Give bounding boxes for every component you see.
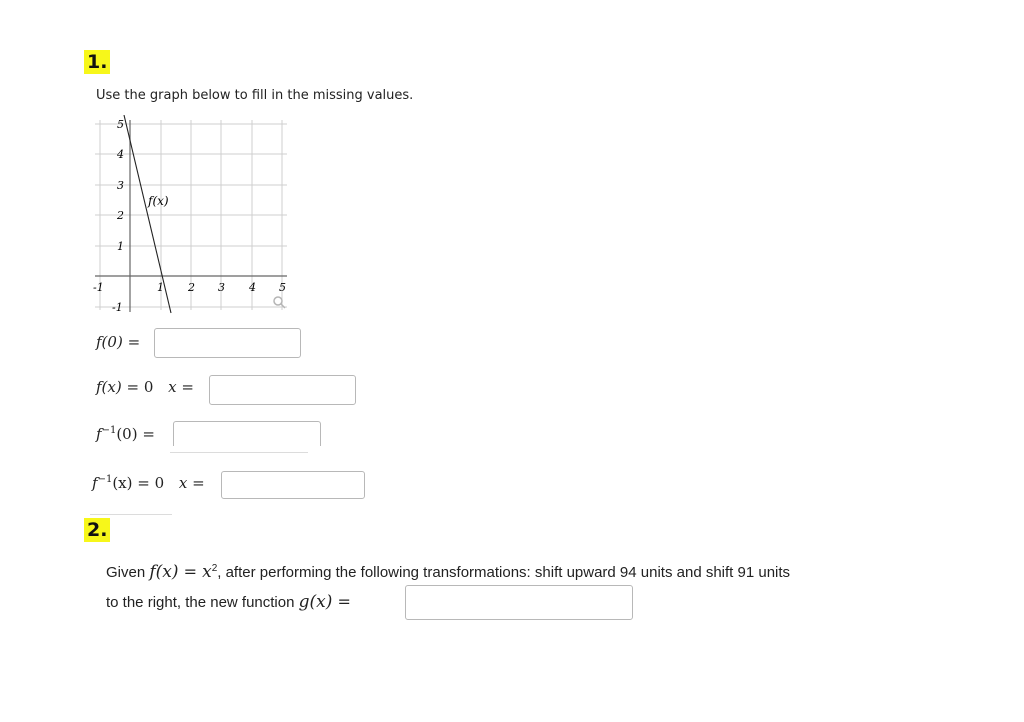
row-f-of-0: [96, 333, 140, 351]
equals-sign: =: [176, 378, 194, 396]
divider: [90, 514, 172, 515]
row-lhs-f: f: [96, 425, 102, 443]
row-lhs-arg: (0): [116, 425, 138, 443]
x-tick-label: -1: [93, 281, 104, 294]
row-variable: x: [168, 378, 177, 396]
row-finv-x-zero: [92, 474, 205, 492]
x-tick-label: 5: [279, 281, 286, 294]
row-condition: = 0: [132, 474, 165, 492]
x-tick-label: 2: [188, 281, 195, 294]
row-lhs-f: f: [92, 474, 98, 492]
answer-input-gx[interactable]: [405, 585, 633, 620]
x-tick-label: 4: [249, 281, 256, 294]
q2-text: to the right, the new function: [106, 594, 299, 611]
y-tick-label: 4: [117, 148, 124, 161]
y-tick-label: -1: [112, 301, 123, 314]
row-lhs-arg: (x): [112, 474, 133, 492]
q2-line-1: [106, 562, 790, 582]
row-lhs: f(0): [96, 333, 123, 351]
y-tick-label: 3: [117, 179, 124, 192]
row-finv-of-0: [96, 425, 155, 443]
magnify-icon[interactable]: [274, 297, 285, 308]
graph: [90, 115, 300, 315]
row-condition: = 0: [121, 378, 154, 396]
answer-input-finv0[interactable]: [173, 421, 321, 446]
inverse-exponent: −1: [101, 425, 117, 436]
row-lhs: f(x): [96, 378, 122, 396]
equals-sign: =: [187, 474, 205, 492]
q2-fx: f(x): [149, 562, 179, 582]
q2-exponent: 2: [211, 563, 218, 574]
y-tick-label: 1: [117, 240, 124, 253]
divider: [170, 452, 308, 453]
row-f-x-zero: [96, 378, 194, 396]
question-number-1: 1.: [84, 50, 110, 74]
curve-label: f(x): [148, 194, 169, 208]
x-tick-label: 1: [157, 281, 164, 294]
row-variable: x: [178, 474, 188, 492]
y-tick-label: 5: [117, 118, 124, 131]
q2-x: x: [202, 562, 212, 582]
inverse-exponent: −1: [97, 474, 113, 485]
answer-input-f0[interactable]: [154, 328, 301, 358]
equals-sign: =: [137, 425, 155, 443]
x-tick-label: 3: [218, 281, 225, 294]
answer-input-finvx-zero[interactable]: [221, 471, 365, 499]
q2-text: , after performing the following transformations: shift upward 94 units and shift 91 units: [217, 564, 791, 581]
equals-sign: =: [178, 562, 203, 581]
q2-text: Given: [106, 564, 150, 581]
equals-sign: =: [122, 333, 141, 351]
y-tick-label: 2: [117, 209, 124, 222]
instruction-text: Use the graph below to fill in the missing values.: [96, 88, 414, 103]
answer-input-fx-zero[interactable]: [209, 375, 356, 405]
q2-line-2: [106, 592, 351, 612]
question-number-2: 2.: [84, 518, 110, 542]
equals-sign: =: [332, 592, 351, 611]
q2-gx: g(x): [298, 592, 333, 612]
